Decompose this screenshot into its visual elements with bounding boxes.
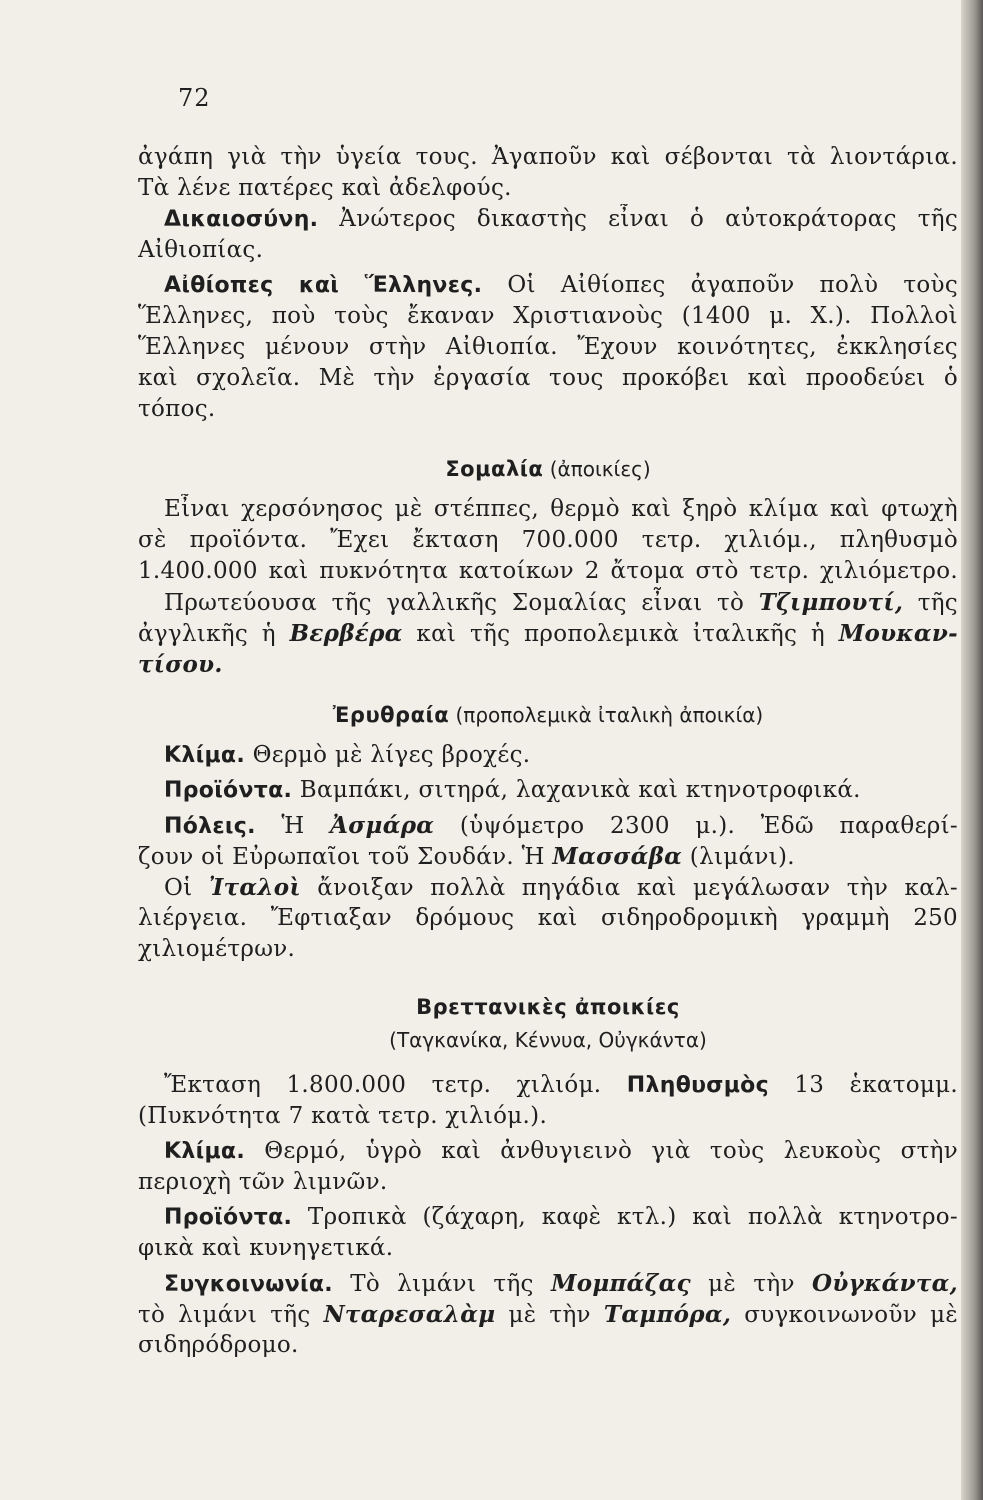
book-page — [138, 0, 958, 1500]
text-span: ζουν οἱ Εὐρωπαῖοι τοῦ Σουδάν. Ἡ — [138, 844, 553, 870]
place-name: Μομπάζας — [551, 1270, 691, 1297]
text-line: (Πυκνότητα 7 κατὰ τετρ. χιλιόμ.). — [138, 1103, 548, 1129]
eritrea-subtitle: (προπολεμικὰ ἰταλικὴ ἀποικία) — [449, 703, 764, 727]
text-span: καὶ τῆς προπολεμικὰ ἰταλικῆς ἡ — [402, 621, 839, 647]
products-label: Προϊόντα. — [164, 778, 293, 803]
justice-label: Δικαιοσύνη. — [164, 207, 319, 232]
text-span: ἀγγλικῆς ἡ — [138, 621, 290, 647]
eritrea-heading — [138, 698, 958, 732]
place-name: Νταρεσαλὰμ — [323, 1301, 496, 1328]
somalia-capitals-line — [138, 649, 958, 680]
somalia-section — [138, 452, 958, 680]
page-edge — [961, 0, 983, 1500]
page-number: 72 — [178, 84, 211, 112]
british-title: Βρεττανικὲς ἀποικίες — [416, 995, 680, 1019]
text-span: τῆς — [903, 590, 958, 616]
climate-line — [138, 740, 958, 771]
text-span: ἄνοιξαν πολλὰ πηγάδια καὶ μεγάλωσαν τὴν καλ- — [300, 875, 958, 901]
place-name: Ἀσμάρα — [330, 812, 435, 839]
greeks-label: Αἰθίοπες καὶ Ἕλληνες. — [164, 273, 483, 298]
text-line: καὶ σχολεῖα. Μὲ τὴν ἐργασία τους προκόβει καὶ προοδεύει ὁ — [138, 365, 958, 391]
text-span: 13 ἑκατομμ. — [768, 1072, 958, 1098]
text-span: Τροπικὰ (ζάχαρη, καφὲ κτλ.) καὶ πολλὰ κτηνοτρο- — [292, 1204, 958, 1230]
eritrea-title: Ἐρυθραία — [332, 703, 450, 727]
somalia-capitals-line — [138, 618, 958, 649]
text-span: Ἀνώτερος δικαστὴς εἶναι ὁ αὐτοκράτορας τῆς — [318, 206, 958, 232]
place-name: Τζιμπουτί, — [758, 589, 904, 616]
text-span: Τὸ λιμάνι τῆς — [332, 1271, 551, 1297]
text-line: περιοχὴ τῶν λιμνῶν. — [138, 1169, 388, 1195]
ethiopia-section — [138, 142, 958, 425]
text-span: συγκοινωνοῦν μὲ — [731, 1302, 958, 1328]
justice-paragraph — [138, 204, 958, 235]
greeks-paragraph — [138, 270, 958, 301]
british-section — [138, 990, 958, 1361]
italians-line — [138, 872, 958, 903]
text-line: χιλιομέτρων. — [138, 936, 296, 962]
climate-label: Κλίμα. — [164, 1139, 246, 1164]
text-span: Ἡ — [255, 813, 331, 839]
somalia-capitals-line — [138, 587, 958, 618]
communication-line — [138, 1299, 958, 1330]
text-line: Ἕλληνες, ποὺ τοὺς ἔκαναν Χριστιανοὺς (1400 μ. Χ.). Πολλοὶ — [138, 303, 958, 329]
british-heading — [138, 990, 958, 1024]
text-span: Θερμό, ὑγρὸ καὶ ἀνθυγιεινὸ γιὰ τοὺς λευκοὺς στὴν — [245, 1138, 958, 1164]
text-line: σὲ προϊόντα. Ἔχει ἔκταση 700.000 τετρ. χιλιόμ., πληθυσμὸ — [138, 527, 958, 553]
place-name: Βερβέρα — [289, 620, 403, 647]
communication-line — [138, 1268, 958, 1299]
somalia-subtitle: (ἀποικίες) — [543, 457, 651, 481]
text-span: Ἔκταση 1.800.000 τετρ. χιλιόμ. — [164, 1072, 627, 1098]
somalia-heading — [138, 452, 958, 486]
climate-line — [138, 1136, 958, 1167]
text-line: φικὰ καὶ κυνηγετικά. — [138, 1235, 394, 1261]
text-line: λιέργεια. Ἔφτιαξαν δρόμους καὶ σιδηροδρομικὴ γραμμὴ 250 — [138, 905, 958, 931]
text-line: ἀγάπη γιὰ τὴν ὑγεία τους. Ἀγαποῦν καὶ σέβονται τὰ λιοντάρια. — [138, 144, 958, 170]
text-span: τὸ λιμάνι τῆς — [138, 1302, 324, 1328]
text-line: τόπος. — [138, 396, 216, 422]
communication-label: Συγκοινωνία. — [164, 1272, 333, 1297]
cities-line — [138, 841, 958, 872]
british-subtitle: (Ταγκανίκα, Κέννυα, Οὐγκάντα) — [389, 1028, 707, 1052]
place-name: Μουκαν- — [838, 620, 958, 647]
text-line: Ἕλληνες μένουν στὴν Αἰθιοπία. Ἔχουν κοινότητες, ἐκκλησίες — [138, 334, 958, 360]
text-line: Αἰθιοπίας. — [138, 237, 264, 263]
somalia-title: Σομαλία — [445, 457, 544, 481]
cities-label: Πόλεις. — [164, 814, 256, 839]
text-line: Τὰ λένε πατέρες καὶ ἀδελφούς. — [138, 175, 512, 201]
place-name: Ταμπόρα, — [603, 1301, 732, 1328]
text-span: Βαμπάκι, σιτηρά, λαχανικὰ καὶ κτηνοτροφικά. — [292, 777, 861, 803]
cities-line — [138, 810, 958, 841]
text-line: Εἶναι χερσόνησος μὲ στέππες, θερμὸ καὶ ξηρὸ κλίμα καὶ φτωχὴ — [164, 496, 958, 522]
place-name: Μασσάβα — [552, 843, 683, 870]
text-line: σιδηρόδρομο. — [138, 1332, 299, 1358]
eritrea-section — [138, 698, 958, 965]
text-span: Πρωτεύουσα τῆς γαλλικῆς Σομαλίας εἶναι τὸ — [164, 590, 759, 616]
people-name: Ἰταλοὶ — [208, 874, 301, 901]
text-span: (ὑψόμετρο 2300 μ.). Ἐδῶ παραθερί- — [434, 813, 958, 839]
text-span: μὲ τὴν — [690, 1271, 813, 1297]
products-line — [138, 1202, 958, 1233]
text-span: Οἱ Αἰθίοπες ἀγαποῦν πολὺ τοὺς — [482, 272, 958, 298]
products-line — [138, 775, 958, 806]
population-label: Πληθυσμὸς — [626, 1073, 769, 1098]
products-label: Προϊόντα. — [164, 1205, 293, 1230]
text-span: Θερμὸ μὲ λίγες βροχές. — [245, 742, 531, 768]
text-span: (λιμάνι). — [682, 844, 795, 870]
place-name: τίσου. — [138, 651, 223, 678]
text-span: Οἱ — [164, 875, 209, 901]
text-line: 1.400.000 καὶ πυκνότητα κατοίκων 2 ἄτομα στὸ τετρ. χιλιόμετρο. — [138, 558, 958, 584]
place-name: Οὐγκάντα, — [812, 1270, 958, 1297]
area-line — [138, 1070, 958, 1101]
climate-label: Κλίμα. — [164, 743, 246, 768]
text-span: μὲ τὴν — [495, 1302, 604, 1328]
